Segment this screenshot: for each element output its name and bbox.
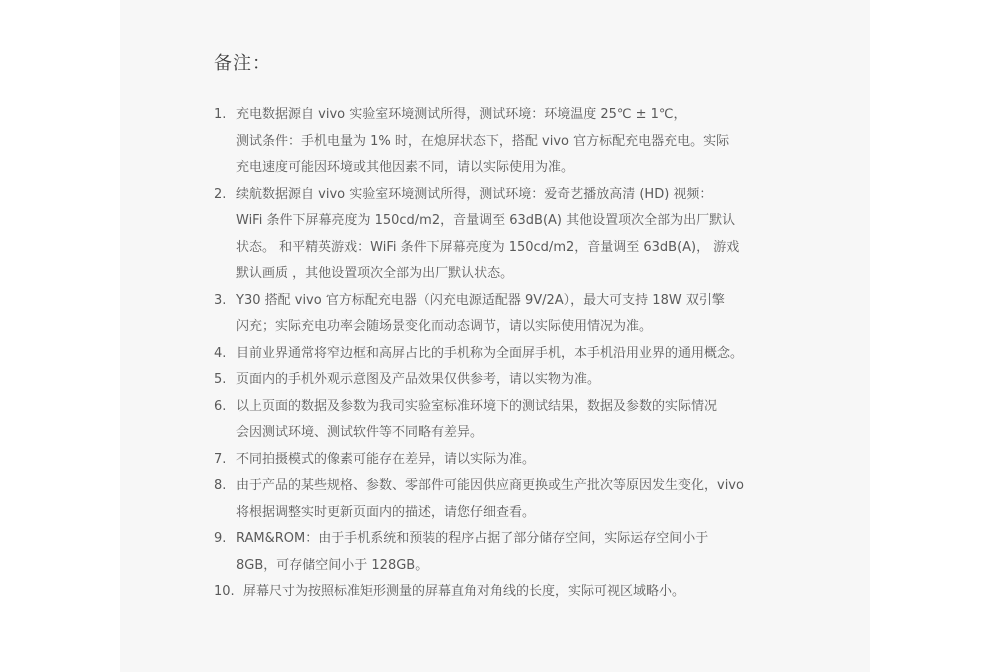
note-text <box>236 341 743 368</box>
note-line: 闪充；实际充电功率会随场景变化而动态调节，请以实际使用情况为准。 <box>236 319 653 334</box>
note-line: 充电数据源自 vivo 实验室环境测试所得，测试环境：环境温度 25℃ ± 1℃， <box>236 107 687 122</box>
note-number: 1. <box>214 107 227 122</box>
notes-list <box>214 102 854 606</box>
note-line: 续航数据源自 vivo 实验室环境测试所得，测试环境：爱奇艺播放高清 (HD) 视频： <box>236 186 713 202</box>
note-line: 以上页面的数据及参数为我司实验室标准环境下的测试结果，数据及参数的实际情况 <box>236 398 718 414</box>
note-item <box>214 447 854 474</box>
note-item <box>214 182 854 288</box>
note-line: WiFi 条件下屏幕亮度为 150cd/m2，音量调至 63dB(A) 其他设置项次全部为出厂默认 <box>236 213 736 228</box>
note-number: 8. <box>214 478 227 493</box>
note-number: 4. <box>214 345 227 361</box>
note-text <box>236 102 729 182</box>
note-item <box>214 367 854 394</box>
note-number: 5. <box>214 372 227 387</box>
note-line: Y30 搭配 vivo 官方标配充电器（闪充电源适配器 9V/2A），最大可支持 18W 双引擎 <box>236 292 725 308</box>
note-text <box>236 394 717 447</box>
note-item <box>214 526 854 579</box>
note-item <box>214 341 854 368</box>
note-line: 8GB，可存储空间小于 128GB。 <box>236 557 429 573</box>
note-line: 状态。 和平精英游戏：WiFi 条件下屏幕亮度为 150cd/m2，音量调至 63dB(A)， 游戏 <box>236 239 740 255</box>
note-line: 充电速度可能因环境或其他因素不同，请以实际使用为准。 <box>236 160 575 175</box>
note-number: 9. <box>214 531 227 546</box>
note-text <box>236 473 744 526</box>
note-item <box>214 102 854 182</box>
note-line: 屏幕尺寸为按照标准矩形测量的屏幕直角对角线的长度，实际可视区域略小。 <box>243 584 686 599</box>
note-text <box>236 288 725 341</box>
note-number: 7. <box>214 451 227 467</box>
notes-panel <box>120 0 870 672</box>
note-line: 不同拍摄模式的像素可能存在差异，请以实际为准。 <box>236 451 536 467</box>
note-line: 会因测试环境、测试软件等不同略有差异。 <box>236 425 484 440</box>
notes-title: 备注： <box>214 53 271 74</box>
note-number: 3. <box>214 292 227 308</box>
note-line: 页面内的手机外观示意图及产品效果仅供参考，请以实物为准。 <box>236 372 601 387</box>
note-number: 10. <box>214 584 235 599</box>
note-line: RAM&ROM：由于手机系统和预装的程序占据了部分储存空间，实际运存空间小于 <box>236 531 709 546</box>
notes-section <box>214 50 854 606</box>
note-line: 目前业界通常将窄边框和高屏占比的手机称为全面屏手机，本手机沿用业界的通用概念。 <box>236 345 744 361</box>
note-number: 6. <box>214 398 227 414</box>
note-line: 测试条件：手机电量为 1% 时，在熄屏状态下，搭配 vivo 官方标配充电器充电。实际 <box>236 133 730 149</box>
note-text <box>236 182 739 288</box>
note-text <box>243 579 685 606</box>
note-text <box>236 447 535 474</box>
note-text <box>236 526 708 579</box>
note-number: 2. <box>214 186 227 202</box>
note-item <box>214 394 854 447</box>
note-item <box>214 473 854 526</box>
note-text <box>236 367 600 394</box>
note-line: 由于产品的某些规格、参数、零部件可能因供应商更换或生产批次等原因发生变化，vivo <box>236 478 744 493</box>
note-line: 将根据调整实时更新页面内的描述，请您仔细查看。 <box>236 504 536 520</box>
note-item <box>214 288 854 341</box>
note-line: 默认画质 ，其他设置项次全部为出厂默认状态。 <box>236 266 514 281</box>
note-item <box>214 579 854 606</box>
